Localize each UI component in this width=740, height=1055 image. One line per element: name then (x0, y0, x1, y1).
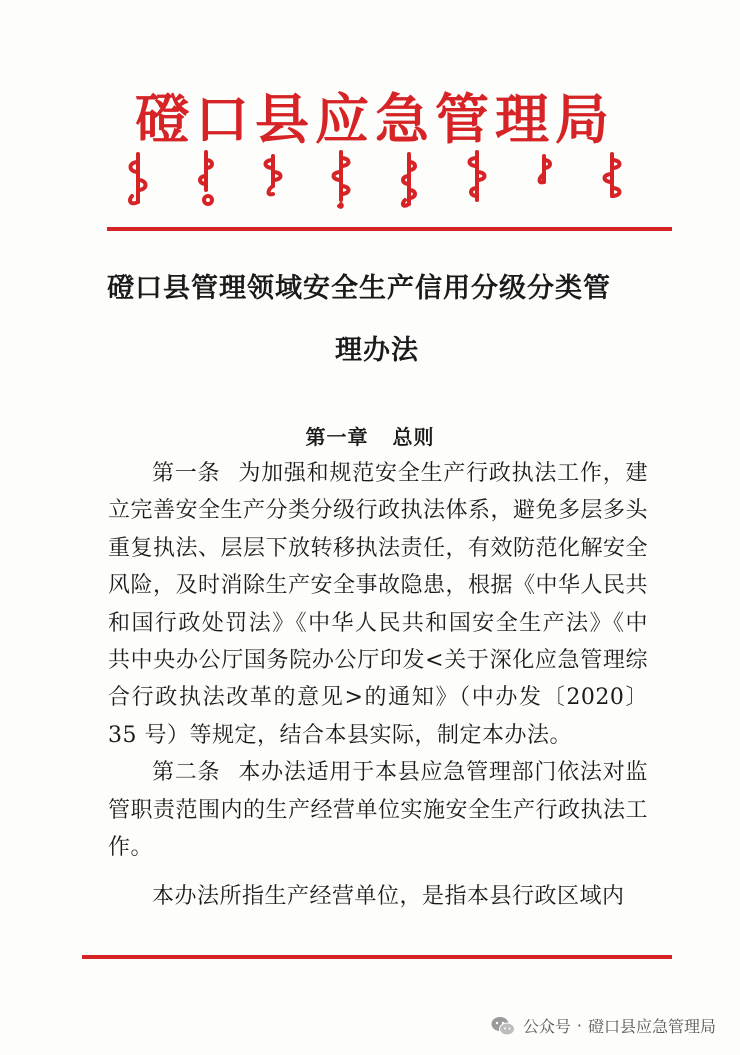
mongolian-glyph (255, 150, 291, 210)
chapter-number: 第一章 (305, 425, 369, 449)
chapter-heading (0, 421, 740, 450)
article-text: 为加强和规范安全生产行政执法工作，建立完善安全生产分类分级行政执法体系，避免多层多头重复执法、层层下放转移执法责任，有效防范化解安全风险，及时消除生产安全事故隐患，根据《中华人民共和国行政处罚法》《中华人民共和国安全生产法》《中共中央办公厅国务院办公厅印发<关于深化应急管理综合行政执法改革的意见>的通知》（中办发〔2020〕35 号）等规定，结合本县实际，制定本办法。 (108, 461, 649, 748)
account-label: 公众号 (522, 1017, 571, 1036)
mongolian-glyph (120, 150, 156, 210)
article-text: 本办法适用于本县应急管理部门依法对监管职责范围内的生产经营单位实施安全生产行政执法工作。 (108, 760, 649, 861)
mongolian-glyph (526, 150, 562, 210)
footer-separator: · (576, 1016, 582, 1035)
mongolian-glyph (391, 150, 427, 210)
article-number: 第一条 (152, 461, 221, 486)
mongolian-glyph (323, 150, 359, 210)
article-paragraph (108, 455, 648, 754)
mongolian-glyph (594, 150, 630, 210)
mongolian-glyph (188, 150, 224, 210)
article-number: 第二条 (152, 760, 221, 786)
document-title-line1: 磴口县管理领域安全生产信用分级分类管 (107, 273, 611, 304)
wechat-icon (491, 1015, 515, 1037)
article-paragraph (108, 754, 648, 866)
red-divider-top (107, 227, 672, 231)
body-paragraph (108, 878, 648, 915)
red-divider-bottom (82, 955, 672, 959)
chapter-name: 总则 (392, 425, 435, 449)
document-title (107, 262, 647, 378)
document-title-line2: 理办法 (335, 335, 419, 366)
wechat-watermark (491, 1014, 716, 1037)
document-body (108, 455, 648, 916)
org-name-header: 磴口县应急管理局 (135, 87, 615, 151)
mongolian-script-row (120, 150, 630, 214)
paragraph-text: 本办法所指生产经营单位，是指本县行政区域内 (152, 884, 625, 910)
account-name: 磴口县应急管理局 (587, 1017, 716, 1036)
mongolian-glyph (459, 150, 495, 210)
